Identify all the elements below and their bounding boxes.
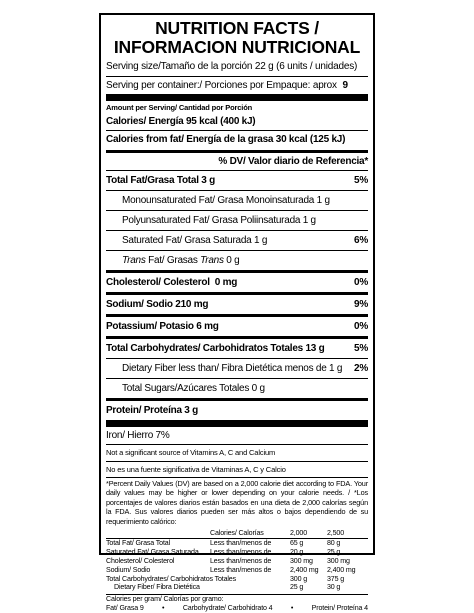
not-significant-es: No es una fuente significativa de Vitaminas A, C y Calcio — [106, 465, 286, 474]
calories-row: Calories/ Energía 95 kcal (400 kJ) — [106, 116, 256, 127]
calories-per-gram-values: Fat/ Grasa 9 • Carbohydrate/ Carbohidrato 4 • Protein/ Proteína 4 — [106, 604, 368, 613]
dv-table-header: Calories/ Calorías 2,000 2,500 — [210, 529, 345, 538]
daily-values-table — [106, 529, 368, 592]
nutrition-facts-label — [99, 13, 375, 613]
nutrient-row-protein: Protein/ Proteína 3 g — [106, 405, 198, 416]
calories-from-fat-row: Calories from fat/ Energía de la grasa 30 kcal (125 kJ) — [106, 134, 346, 145]
calories-per-gram-title: Calories per gram/ Calorías por gramo: — [106, 595, 224, 604]
dv-table-row: Total Carbohydrates/ Carbohidratos Totales 300 g 375 g — [106, 574, 345, 583]
servings-per-container: Serving per container:/ Porciones por Empaque: aprox 9 — [106, 80, 348, 91]
divider-thick — [106, 420, 368, 427]
nutrient-row-trans-fat: Trans Fat/ Grasas Trans 0 g — [122, 255, 240, 266]
dv-header: % DV/ Valor diario de Referencia* — [218, 156, 368, 167]
label-title: NUTRITION FACTS / INFORMACION NUTRICIONAL — [113, 18, 361, 57]
nutrient-row-sodium: Sodium/ Sodio 210 mg 9% — [106, 299, 368, 310]
nutrient-row-potassium: Potassium/ Potasio 6 mg 0% — [106, 321, 368, 332]
serving-size: Serving size/Tamaño de la porción 22 g (6 units / unidades) — [106, 61, 358, 72]
nutrient-row-carbohydrates: Total Carbohydrates/ Carbohidratos Totales 13 g 5% — [106, 343, 368, 354]
nutrient-row-saturated-fat: Saturated Fat/ Grasa Saturada 1 g 6% — [122, 235, 368, 246]
dv-table-row: Saturated Fat/ Grasa Saturada Less than/menos de 20 g 25 g — [106, 547, 341, 556]
dv-table-row: Total Fat/ Grasa Total Less than/menos de 65 g 80 g — [106, 538, 368, 547]
nutrient-row-poly-fat: Polyunsaturated Fat/ Grasa Poliinsaturada 1 g — [122, 215, 316, 226]
not-significant-en: Not a significant source of Vitamins A, C and Calcium — [106, 448, 276, 457]
dv-table-row: Sodium/ Sodio Less than/menos de 2,400 mg 2,400 mg — [106, 565, 356, 574]
dv-table-row: Cholesterol/ Colesterol Less than/menos de 300 mg 300 mg — [106, 556, 350, 565]
nutrient-row-sugars: Total Sugars/Azúcares Totales 0 g — [122, 383, 265, 394]
divider — [106, 76, 368, 77]
dv-table-row: Dietary Fiber/ Fibra Dietética 25 g 30 g — [114, 583, 341, 592]
nutrient-row-fiber: Dietary Fiber less than/ Fibra Dietética menos de 1 g 2% — [122, 363, 368, 374]
amount-per-serving: Amount per Serving/ Cantidad por Porción — [106, 103, 253, 112]
nutrient-row-mono-fat: Monounsaturated Fat/ Grasa Monoinsaturada 1 g — [122, 195, 330, 206]
nutrient-row-total-fat: Total Fat/Grasa Total 3 g 5% — [106, 175, 368, 186]
footnote: *Percent Daily Values (DV) are based on a 2,000 calorie diet according to FDA. Your daily values may be higher or lower depending on your calorie needs. / *Los porcentajes de valores diarios están basados en una dieta de 2,000 calorías según la FDA. Sus valores diarios pueden ser más altos o bajos dependiendo de su requerimiento calórico: — [106, 479, 368, 526]
nutrient-row-cholesterol: Cholesterol/ Colesterol 0 mg 0% — [106, 277, 368, 288]
divider-thick — [106, 94, 368, 101]
iron-row: Iron/ Hierro 7% — [106, 430, 170, 441]
